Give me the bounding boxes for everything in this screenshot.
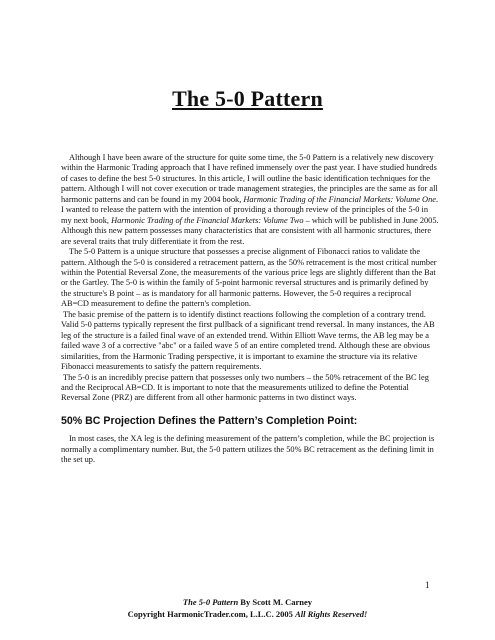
page-number: 1 (425, 580, 430, 590)
paragraph-structure: The 5-0 Pattern is a unique structure that possesses a precise alignment of Fibonacci ratios to validate the pattern. Although the 5-0 is considered a retracement pattern, as the 50% retracement is the most critical number within the Potential Reversal Zone, the measurements of the various price legs are slightly different than the Bat or the Gartley. The 5-0 is within the family of 5-point harmonic reversal structures and is primarily defined by the structure's B point – as is mandatory for all harmonic patterns. However, the 5-0 requires a reciprocal AB=CD measurement to define the pattern's completion. (61, 247, 437, 309)
footer-line-2 (0, 608, 495, 620)
paragraph-bc-projection: In most cases, the XA leg is the defining measurement of the pattern’s completion, while the BC projection is normally a complimentary number. But, the 5-0 pattern utilizes the 50% BC retracement as the defining limit in the set up. (61, 434, 435, 465)
paragraph-intro-text-3: – which will be published in June 2005. Although this new pattern possesses many characteristics that are consistent with all harmonic structures, there are several traits that truly differentiate it from the rest. (61, 215, 439, 246)
footer-copyright: Copyright HarmonicTrader.com, L.L.C. 2005 (127, 609, 296, 619)
paragraph-intro-text-2: . I wanted to release the pattern with the intention of providing a thorough review of the principles of the 5-0 in my next book, (61, 194, 439, 225)
page-title: The 5-0 Pattern (172, 86, 323, 111)
book-title-volume-two: Harmonic Trading of the Financial Markets: Volume Two (111, 215, 304, 225)
footer-author: By Scott M. Carney (238, 597, 313, 607)
footer-line-1 (0, 596, 495, 608)
document-body (61, 153, 439, 466)
footer-title: The 5-0 Pattern (182, 597, 239, 607)
book-title-volume-one: Harmonic Trading of the Financial Markets: Volume One (243, 194, 436, 204)
footer-rights: All Rights Reserved! (295, 609, 368, 619)
paragraph-precision: The 5-0 is an incredibly precise pattern that possesses only two numbers – the 50% retracement of the BC leg and the Reciprocal AB=CD. It is important to note that the measurements utilized to define the Potential Reversal Zone (PRZ) are different from all other harmonic patterns in two distinct ways. (61, 372, 429, 403)
section-heading: 50% BC Projection Defines the Pattern’s Completion Point: (61, 414, 358, 427)
paragraph-intro (61, 153, 439, 247)
paragraph-premise: The basic premise of the pattern is to identify distinct reactions following the completion of a contrary trend. Valid 5-0 patterns typically represent the first pullback of a significant trend reversal. In many instances, the AB leg of the structure is a failed final wave of an extended trend. Within Elliott Wave terms, the AB leg may be a failed wave 3 of a corrective "abc" or a failed wave 5 of an entire completed trend. Although these are obvious similarities, from the Harmonic Trading perspective, it is important to examine the structure via its relative Fibonacci measurements to satisfy the pattern requirements. (61, 309, 435, 372)
paragraph-intro-text-1: Although I have been aware of the structure for quite some time, the 5-0 Pattern is a relatively new discovery within the Harmonic Trading approach that I have refined immensely over the past year. I have studied hundreds of cases to define the best 5-0 structures. In this article, I will outline the basic identification techniques for the pattern. Although I will not cover execution or trade management strategies, the principles are the same as for all harmonic patterns and can be found in my 2004 book, (61, 153, 438, 204)
page-footer (0, 596, 495, 620)
